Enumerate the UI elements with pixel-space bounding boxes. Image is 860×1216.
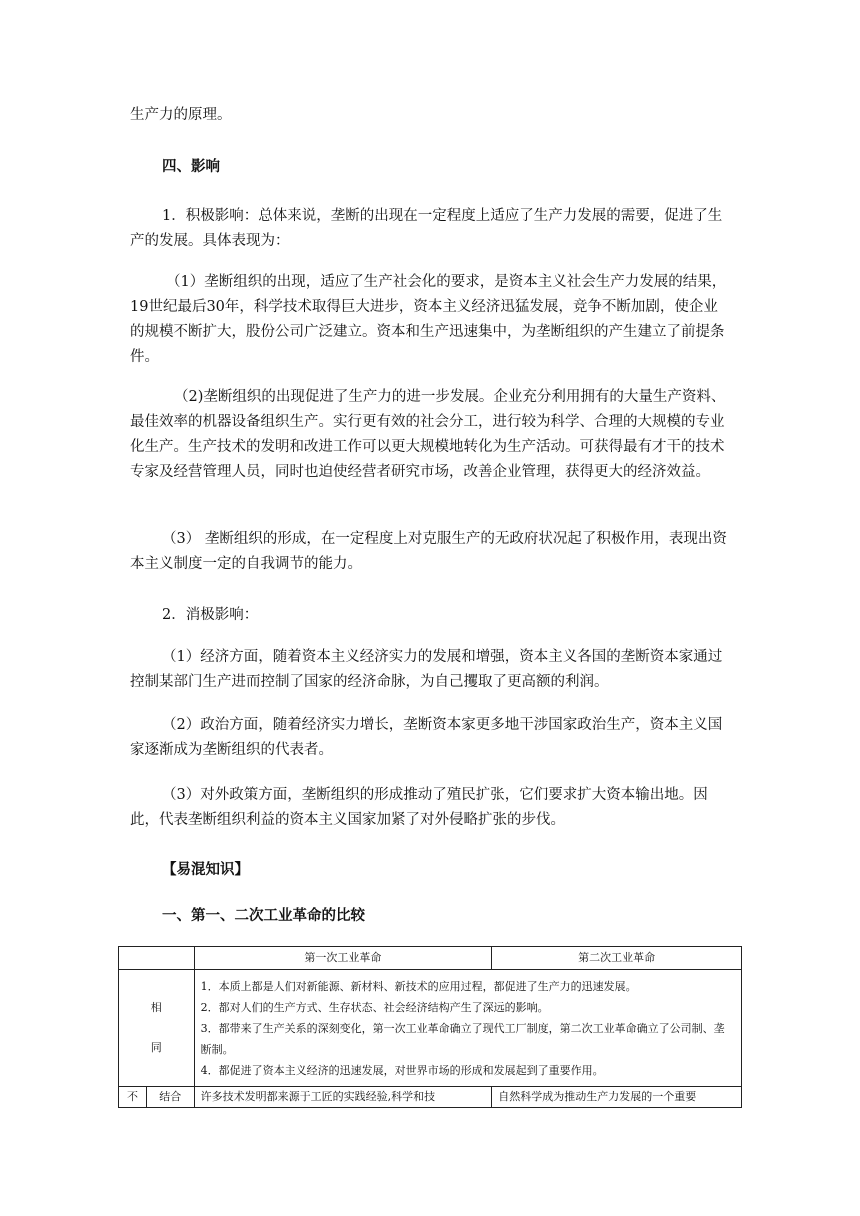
similarities-content bbox=[194, 970, 741, 1087]
heading-confusable-knowledge: 【易混知识】 bbox=[162, 861, 249, 878]
comparison-table bbox=[118, 946, 742, 1108]
paragraph-negative-2: （2）政治方面，随着经济实力增长，垄断资本家更多地干涉国家政治生产，资本主义国家逐渐成为垄断组织的代表者。 bbox=[130, 717, 723, 758]
paragraph-point-1: （1）垄断组织的出现，适应了生产社会化的要求，是资本主义社会生产力发展的结果，19世纪最后30年，科学技术取得巨大进步，资本主义经济迅猛发展，竞争不断加剧，使企业的规模不断扩大，股份公司广泛建立。资本和生产迅速集中，为垄断组织的产生建立了前提条件。 bbox=[130, 274, 727, 365]
heading-revolution-comparison: 一、第一、二次工业革命的比较 bbox=[162, 907, 365, 924]
table-corner-cell bbox=[119, 947, 195, 970]
paragraph-positive-impact: 1．积极影响：总体来说，垄断的出现在一定程度上适应了生产力发展的需要，促进了生产的发展。具体表现为： bbox=[130, 208, 723, 249]
paragraph-negative-impact: 2．消极影响： bbox=[162, 607, 259, 623]
similarities-label-char-2: 同 bbox=[150, 1041, 162, 1054]
difference-first-revolution: 许多技术发明都来源于工匠的实践经验,科学和技 bbox=[194, 1087, 492, 1108]
header-second-revolution: 第二次工业革命 bbox=[492, 947, 742, 970]
similarity-item: 2．都对人们的生产方式、生存状态、社会经济结构产生了深远的影响。 bbox=[200, 1000, 549, 1014]
paragraph-continuation: 生产力的原理。 bbox=[130, 107, 232, 123]
table-row-differences bbox=[119, 1087, 742, 1108]
paragraph-point-2: （2)垄断组织的出现促进了生产力的进一步发展。企业充分利用拥有的大量生产资料、最佳效率的机器设备组织生产。实行更有效的社会分工，进行较为科学、合理的大规模的专业化生产。生产技术的发明和改进工作可以更大规模地转化为生产活动。可获得最有才干的技术专家及经营管理人员，同时也迫使经营者研究市场，改善企业管理，获得更大的经济效益。 bbox=[130, 389, 726, 480]
similarity-item: 1．本质上都是人们对新能源、新材料、新技术的应用过程，都促进了生产力的迅速发展。 bbox=[200, 979, 637, 993]
header-first-revolution: 第一次工业革命 bbox=[194, 947, 492, 970]
paragraph-negative-3: （3）对外政策方面，垄断组织的形成推动了殖民扩张，它们要求扩大资本输出地。因此，代表垄断组织利益的资本主义国家加紧了对外侵略扩张的步伐。 bbox=[130, 787, 708, 828]
paragraph-point-3: （3） 垄断组织的形成，在一定程度上对克服生产的无政府状况起了积极作用，表现出资本主义制度一定的自我调节的能力。 bbox=[130, 531, 727, 572]
table-header-row bbox=[119, 947, 742, 970]
differences-sub-label: 结合 bbox=[146, 1087, 194, 1108]
table-row-similarities bbox=[119, 970, 742, 1087]
section-heading-impact: 四、影响 bbox=[162, 158, 220, 175]
similarity-item: 4．都促进了资本主义经济的迅速发展，对世界市场的形成和发展起到了重要作用。 bbox=[200, 1063, 604, 1077]
paragraph-negative-1: （1）经济方面，随着资本主义经济实力的发展和增强，资本主义各国的垄断资本家通过控制某部门生产进而控制了国家的经济命脉，为自己攫取了更高额的利润。 bbox=[130, 649, 723, 690]
similarity-item: 3．都带来了生产关系的深刻变化，第一次工业革命确立了现代工厂制度，第二次工业革命确立了公司制、垄断制。 bbox=[200, 1021, 725, 1056]
differences-label: 不 bbox=[119, 1087, 147, 1108]
similarities-label-char-1: 相 bbox=[150, 1001, 162, 1014]
similarities-label bbox=[119, 970, 195, 1087]
difference-second-revolution: 自然科学成为推动生产力发展的一个重要 bbox=[492, 1087, 742, 1108]
